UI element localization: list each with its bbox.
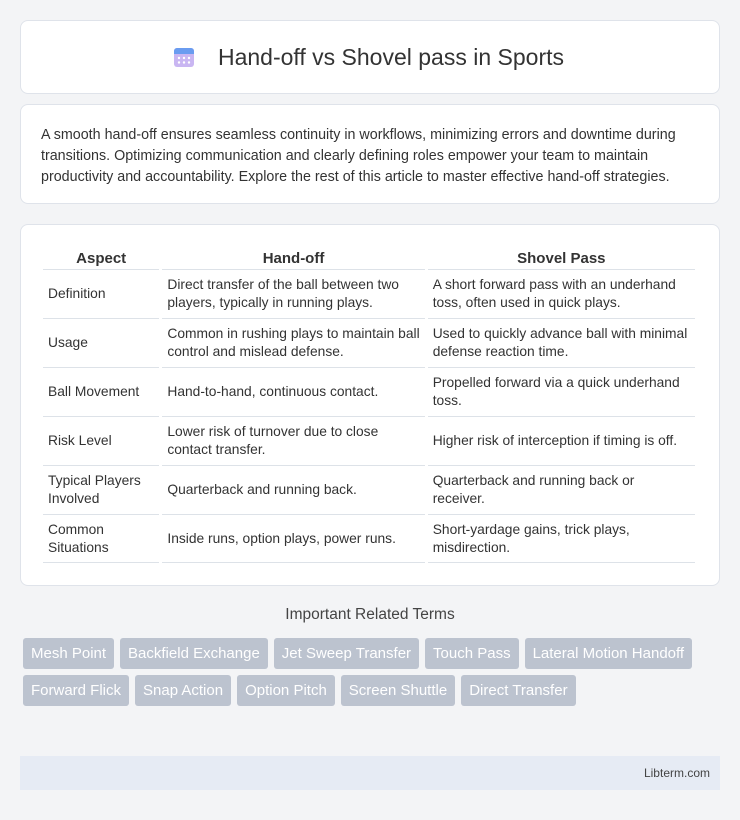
tag-direct-transfer[interactable]: Direct Transfer	[461, 675, 575, 706]
page-title: Hand-off vs Shovel pass in Sports	[217, 43, 565, 70]
cell-hand-off: Lower risk of turnover due to close contact transfer.	[162, 416, 424, 465]
header-shovel-pass: Shovel Pass	[517, 249, 606, 267]
cell-aspect: Ball Movement	[43, 367, 159, 416]
cell-aspect: Common Situations	[43, 514, 159, 563]
comparison-card	[20, 224, 720, 586]
cell-aspect: Usage	[43, 318, 159, 367]
related-terms-title: Important Related Terms	[285, 606, 455, 623]
table-row	[43, 367, 695, 416]
cell-shovel-pass: Higher risk of interception if timing is off.	[428, 416, 695, 465]
cell-hand-off: Inside runs, option plays, power runs.	[162, 514, 424, 563]
tag-backfield-exchange[interactable]: Backfield Exchange	[120, 638, 268, 669]
cell-shovel-pass: Propelled forward via a quick underhand toss.	[428, 367, 695, 416]
header-aspect: Aspect	[76, 249, 127, 267]
tag-forward-flick[interactable]: Forward Flick	[23, 675, 129, 706]
footer-site-link[interactable]: Libterm.com	[643, 766, 710, 780]
cell-shovel-pass: Quarterback and running back or receiver.	[428, 465, 695, 514]
table-row	[43, 465, 695, 514]
cell-shovel-pass: A short forward pass with an underhand toss, often used in quick plays.	[428, 269, 695, 318]
tag-option-pitch[interactable]: Option Pitch	[237, 675, 335, 706]
cell-aspect: Typical Players Involved	[43, 465, 159, 514]
calendar-icon	[172, 45, 196, 69]
comparison-table	[40, 245, 698, 563]
footer	[20, 756, 720, 790]
tag-touch-pass[interactable]: Touch Pass	[425, 638, 519, 669]
table-header-row	[43, 245, 695, 269]
cell-hand-off: Direct transfer of the ball between two players, typically in running plays.	[162, 269, 424, 318]
cell-hand-off: Hand-to-hand, continuous contact.	[162, 367, 424, 416]
intro-card	[20, 104, 720, 204]
tag-lateral-motion-handoff[interactable]: Lateral Motion Handoff	[525, 638, 693, 669]
tag-mesh-point[interactable]: Mesh Point	[23, 638, 114, 669]
table-row	[43, 318, 695, 367]
related-terms-list	[23, 638, 703, 712]
tag-snap-action[interactable]: Snap Action	[135, 675, 231, 706]
intro-text: A smooth hand-off ensures seamless continuity in workflows, minimizing errors and downtime during transitions. Optimizing communication and clearly defining roles empower your team to maintain productivity and accountability. Explore the rest of this article to master effective hand-off strategies.	[41, 127, 676, 185]
cell-shovel-pass: Short-yardage gains, trick plays, misdirection.	[428, 514, 695, 563]
tag-screen-shuttle[interactable]: Screen Shuttle	[341, 675, 455, 706]
cell-aspect: Risk Level	[43, 416, 159, 465]
table-row	[43, 269, 695, 318]
cell-shovel-pass: Used to quickly advance ball with minimal defense reaction time.	[428, 318, 695, 367]
table-row	[43, 416, 695, 465]
cell-aspect: Definition	[43, 269, 159, 318]
table-row	[43, 514, 695, 563]
title-card	[20, 20, 720, 94]
cell-hand-off: Quarterback and running back.	[162, 465, 424, 514]
header-hand-off: Hand-off	[262, 249, 325, 267]
cell-hand-off: Common in rushing plays to maintain ball control and mislead defense.	[162, 318, 424, 367]
tag-jet-sweep-transfer[interactable]: Jet Sweep Transfer	[274, 638, 419, 669]
